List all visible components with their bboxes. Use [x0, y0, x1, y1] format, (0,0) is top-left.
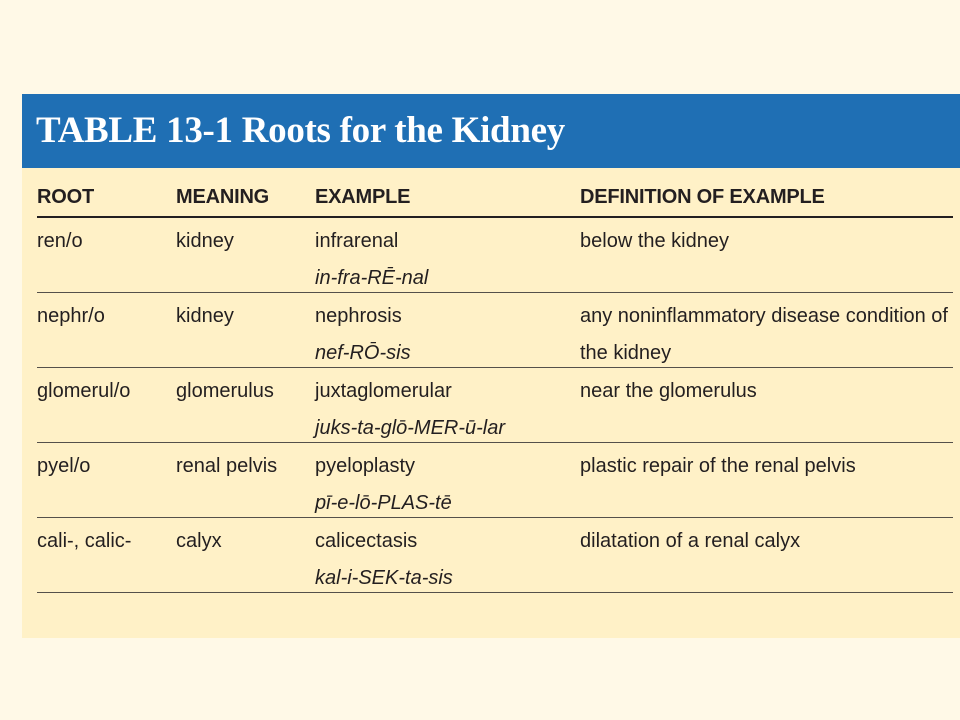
example-pronunciation: nef-RŌ-sis — [315, 342, 411, 364]
definition-text: dilatation of a renal calyx — [580, 530, 801, 552]
table-row — [37, 218, 953, 293]
root-cell: glomerul/o — [37, 380, 131, 402]
definition-text: any noninflammatory disease condition of the kidney — [580, 305, 948, 364]
table-row — [37, 518, 953, 593]
root-cell: nephr/o — [37, 305, 105, 327]
definition-cell — [580, 223, 954, 260]
definition-text: near the glomerulus — [580, 380, 757, 402]
root-cell: pyel/o — [37, 455, 91, 477]
root-cell: cali-, calic- — [37, 530, 132, 552]
example-pronunciation: in-fra-RĒ-nal — [315, 267, 429, 289]
example-pronunciation: kal-i-SEK-ta-sis — [315, 567, 453, 589]
example-word: calicectasis — [315, 530, 418, 552]
example-pronunciation: pī-e-lō-PLAS-tē — [315, 492, 452, 514]
example-word: pyeloplasty — [315, 455, 416, 477]
header-meaning: MEANING — [176, 186, 270, 208]
example-pronunciation: juks-ta-glō-MER-ū-lar — [315, 417, 506, 439]
header-root: ROOT — [37, 186, 94, 208]
table-row — [37, 443, 953, 518]
table-card — [22, 94, 960, 638]
roots-table — [37, 180, 953, 593]
definition-cell — [580, 298, 954, 372]
example-cell — [315, 523, 453, 597]
table-row — [37, 293, 953, 368]
example-word: juxtaglomerular — [315, 380, 452, 402]
meaning-cell: kidney — [176, 305, 234, 327]
root-cell: ren/o — [37, 230, 83, 252]
definition-cell — [580, 448, 954, 485]
example-word: nephrosis — [315, 305, 402, 327]
example-cell — [315, 373, 505, 447]
header-example: EXAMPLE — [315, 186, 411, 208]
meaning-cell: kidney — [176, 230, 234, 252]
definition-text: below the kidney — [580, 230, 729, 252]
table-title: TABLE 13-1 Roots for the Kidney — [36, 110, 565, 151]
example-word: infrarenal — [315, 230, 399, 252]
meaning-cell: renal pelvis — [176, 455, 278, 477]
meaning-cell: glomerulus — [176, 380, 274, 402]
meaning-cell: calyx — [176, 530, 222, 552]
table-title-banner — [22, 94, 960, 168]
definition-text: plastic repair of the renal pelvis — [580, 455, 856, 477]
definition-cell — [580, 523, 954, 560]
table-header-row — [37, 180, 953, 218]
definition-cell — [580, 373, 954, 410]
example-cell — [315, 298, 411, 372]
header-definition: DEFINITION OF EXAMPLE — [580, 186, 825, 208]
table-row — [37, 368, 953, 443]
example-cell — [315, 448, 452, 522]
example-cell — [315, 223, 428, 297]
